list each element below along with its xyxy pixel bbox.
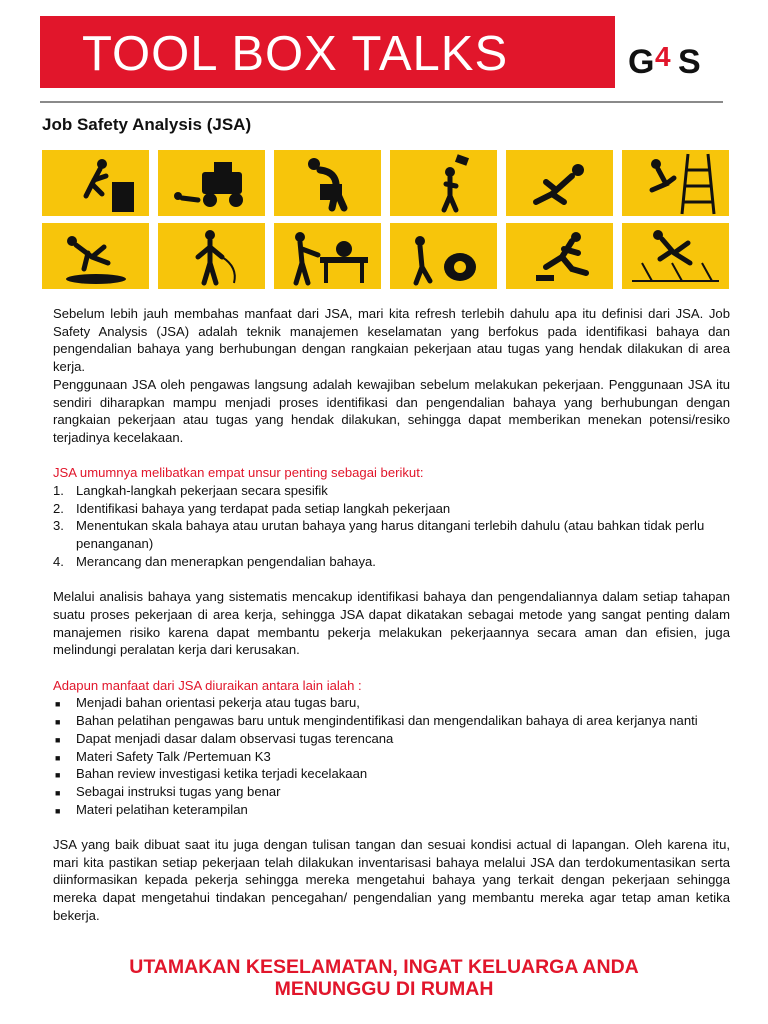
- intro-paragraph-1: Sebelum lebih jauh membahas manfaat dari JSA, mari kita refresh terlebih dahulu apa itu definisi dari JSA. Job Safety Analysis (JSA) adalah teknik manajemen keselamatan yang berfokus pada identifikasi bahaya dan pengendalian bahaya yang berhubungan dengan rangkaian pekerjaan atau tugas yang hendak dilakukan di area kerja.: [53, 306, 730, 375]
- bullet-icon: ■: [55, 787, 61, 798]
- list-item-text: Langkah-langkah pekerjaan secara spesifik: [76, 483, 328, 499]
- lifting-hazard-icon: [274, 150, 381, 216]
- list-item-text: Identifikasi bahaya yang terdapat pada setiap langkah pekerjaan: [76, 500, 451, 516]
- slippery-surface-icon: [622, 223, 729, 289]
- list-number: 4.: [53, 553, 64, 569]
- falling-object-icon: [390, 150, 497, 216]
- list-item: [53, 482, 730, 500]
- bullet-icon: ■: [55, 734, 61, 745]
- footer-line-2: MENUNGGU DI RUMAH: [274, 978, 494, 1000]
- list-item: [53, 553, 730, 571]
- slip-fall-icon: [506, 150, 613, 216]
- bullet-icon: ■: [55, 717, 61, 728]
- intro-paragraph-2: Penggunaan JSA oleh pengawas langsung adalah kewajiban sebelum melakukan pekerjaan. Penggunaan JSA itu sendiri diharapkan mampu menjadi proses identifikasi dan pengendalian bahaya yang berhubungan dengan rangkaian pekerjaan atau tugas yang hendak dilakukan, sehingga dapat memberikan menekan potensi/resiko terjadinya kecelakaan.: [53, 376, 730, 445]
- list-item: [53, 801, 730, 819]
- header-banner: [40, 16, 615, 88]
- wet-floor-slip-icon: [42, 223, 149, 289]
- footer-line-1: UTAMAKAN KESELAMATAN, INGAT KELUARGA ANDA: [129, 956, 639, 978]
- list-item-text: Bahan review investigasi ketika terjadi kecelakaan: [76, 766, 368, 782]
- chemical-barrel-icon: [390, 223, 497, 289]
- list-item-text: Bahan pelatihan pengawas baru untuk mengindentifikasi dan mengendalikan bahaya di area kerjanya nanti: [76, 713, 698, 729]
- list-item: [53, 517, 730, 552]
- bullet-icon: ■: [55, 699, 61, 710]
- document-title: Job Safety Analysis (JSA): [42, 115, 252, 134]
- document-body: [53, 305, 730, 925]
- forklift-hazard-icon: [158, 150, 265, 216]
- list-item-text: Merancang dan menerapkan pengendalian bahaya.: [76, 553, 376, 569]
- ladder-fall-icon: [622, 150, 729, 216]
- header-divider: [40, 101, 723, 103]
- benefits-heading: Adapun manfaat dari JSA diuraikan antara lain ialah :: [53, 677, 362, 693]
- list-item: [53, 694, 730, 712]
- electric-shock-icon: [158, 223, 265, 289]
- trip-hazard-icon: [506, 223, 613, 289]
- bullet-icon: ■: [55, 770, 61, 781]
- svg-text:4: 4: [655, 41, 671, 72]
- list-number: 1.: [53, 483, 64, 499]
- hazard-icon-grid: [42, 150, 730, 289]
- list-item-text: Menjadi bahan orientasi pekerja atau tugas baru,: [76, 695, 360, 711]
- list-item-text: Materi pelatihan keterampilan: [76, 801, 248, 817]
- list-number: 3.: [53, 518, 64, 534]
- list-item: [53, 712, 730, 730]
- list-item: [53, 730, 730, 748]
- footer-slogan: [0, 956, 768, 1000]
- list-item: [53, 500, 730, 518]
- list-item-text: Menentukan skala bahaya atau urutan bahaya yang harus ditangani terlebih dahulu (atau bahkan tidak perlu penanganan): [76, 518, 705, 552]
- machine-hazard-icon: [274, 223, 381, 289]
- list-number: 2.: [53, 500, 64, 516]
- list-item: [53, 765, 730, 783]
- list-item-text: Dapat menjadi dasar dalam observasi tugas terencana: [76, 730, 394, 746]
- benefits-list: [53, 694, 730, 818]
- elements-list: [53, 482, 730, 571]
- elements-heading: JSA umumnya melibatkan empat unsur penting sebagai berikut:: [53, 465, 424, 481]
- closing-paragraph: JSA yang baik dibuat saat itu juga dengan tulisan tangan dan sesuai kondisi actual di lapangan. Oleh karena itu, mari kita pastikan setiap pekerjaan telah dilakukan inventarisasi bahaya melalui JSA dan terdokumentasikan serta diinformasikan kepada pekerja sehingga mereka mengetahui bahaya yang terkait dengan pekerjaan sehingga mereka dapat mengetahui tindakan pencegahan/ pengendalian yang membantu mereka agar tetap aman ketika bekerja.: [53, 837, 730, 923]
- svg-text:G: G: [628, 43, 655, 80]
- list-item: [53, 783, 730, 801]
- analysis-paragraph: Melalui analisis bahaya yang sistematis mencakup identifikasi bahaya dan pengendaliannya dalam setiap tahapan suatu proses pekerjaan di area kerja, sehingga JSA dapat dikatakan sebagai metode yang sangat penting dalam manajemen risiko karena dapat membantu pekerja melakukan pekerjaannya secara aman dan efisien, juga melindungi peralatan kerja dari kerusakan.: [53, 589, 730, 658]
- banner-title: TOOL BOX TALKS: [82, 27, 509, 81]
- list-item-text: Sebagai instruksi tugas yang benar: [76, 783, 281, 799]
- list-item: [53, 748, 730, 766]
- bullet-icon: ■: [55, 752, 61, 763]
- svg-text:S: S: [678, 43, 701, 80]
- g4s-logo: [626, 40, 714, 80]
- bullet-icon: ■: [55, 805, 61, 816]
- falling-off-edge-icon: [42, 150, 149, 216]
- list-item-text: Materi Safety Talk /Pertemuan K3: [76, 748, 271, 764]
